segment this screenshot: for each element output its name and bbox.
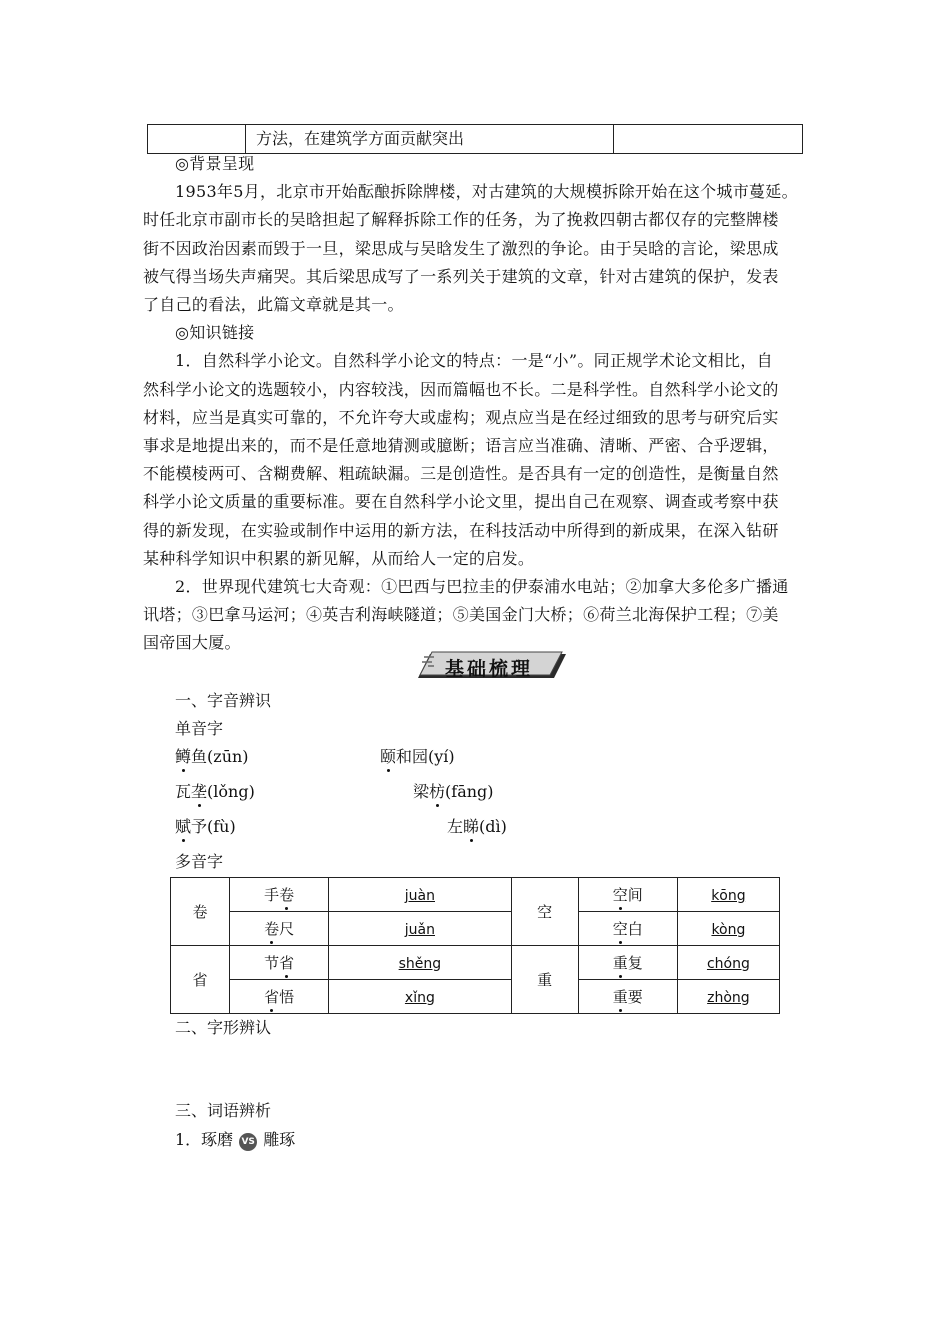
word-cell: 卷尺: [230, 912, 329, 946]
pinyin-answer: xǐng: [329, 980, 511, 1014]
polyphone-table: [170, 877, 780, 1014]
pinyin-answer: shěng: [329, 946, 511, 980]
knowledge-line: 得的新发现，在实验或制作中运用的新方法，在科技活动中所得到的新成果，在深入钻研: [143, 520, 779, 540]
pinyin-answer: zhòng: [677, 980, 779, 1014]
word-left: 1．琢磨: [175, 1130, 234, 1149]
multi-sound-label: 多音字: [175, 852, 224, 871]
knowledge-line: 然科学小论文的选题较小，内容较浅，因而篇幅也不长。二是科学性。自然科学小论文的: [143, 379, 779, 399]
pinyin-answer: chóng: [677, 946, 779, 980]
knowledge-heading: ◎知识链接: [175, 323, 255, 343]
single-sound-item: 梁枋(fāng): [413, 779, 494, 802]
background-section: [143, 150, 808, 658]
polyphone-char: 重: [511, 946, 578, 1014]
vs-icon: VS: [239, 1133, 257, 1151]
knowledge-line: 国帝国大厦。: [143, 633, 241, 653]
single-sound-item: 鳟鱼(zūn): [175, 744, 249, 767]
single-sound-item: 瓦垄(lǒng): [175, 779, 255, 802]
knowledge-line: 科学小论文质量的重要标准。要在自然科学小论文里，提出自己在观察、调查或考察中获: [143, 492, 779, 512]
table-row: [171, 878, 780, 912]
table-cell-text: 方法，在建筑学方面贡献突出: [256, 129, 465, 148]
knowledge-line: 事求是地提出来的，而不是任意地猜测或臆断；语言应当准确、清晰、严密、合乎逻辑，: [143, 436, 779, 456]
background-line: 1953年5月，北京市开始酝酿拆除牌楼，对古建筑的大规模拆除开始在这个城市蔓延。: [175, 182, 798, 202]
table-divider: [245, 125, 246, 153]
word-cell: 节省: [230, 946, 329, 980]
table-divider: [613, 125, 614, 153]
banner-title: 基础梳理: [445, 658, 534, 680]
word-cell: 重复: [578, 946, 677, 980]
background-line: 被气得当场失声痛哭。其后梁思成写了一系列关于建筑的文章，针对古建筑的保护，发表: [143, 266, 779, 286]
section1-title: 一、字音辨识: [175, 691, 272, 710]
word-pair: [175, 1127, 295, 1151]
word-cell: 空白: [578, 912, 677, 946]
pinyin-answer: kōng: [677, 878, 779, 912]
section2-title: 二、字形辨认: [175, 1018, 272, 1037]
word-cell: 重要: [578, 980, 677, 1014]
polyphone-char: 省: [171, 946, 230, 1014]
background-heading: ◎背景呈现: [175, 154, 255, 173]
table-row: [171, 912, 780, 946]
background-line: 街不因政治因素而毁于一旦，梁思成与吴晗发生了激烈的争论。由于吴晗的言论，梁思成: [143, 238, 779, 258]
table-row: [171, 946, 780, 980]
pinyin-answer: juǎn: [329, 912, 511, 946]
pinyin-answer: juàn: [329, 878, 511, 912]
polyphone-char: 卷: [171, 878, 230, 946]
table-row: [171, 980, 780, 1014]
knowledge-line: 讯塔；③巴拿马运河；④英吉利海峡隧道；⑤美国金门大桥；⑥荷兰北海保护工程；⑦美: [143, 605, 779, 625]
knowledge-line: 材料，应当是真实可靠的，不允许夸大或虚构；观点应当是在经过细致的思考与研究后实: [143, 407, 779, 427]
section3-title: 三、词语辨析: [175, 1101, 272, 1120]
single-sound-item: 左睇(dì): [447, 814, 507, 837]
knowledge-line: 某种科学知识中积累的新见解，从而给人一定的启发。: [143, 548, 535, 568]
pinyin-answer: kòng: [677, 912, 779, 946]
background-line: 了自己的看法，此篇文章就是其一。: [143, 295, 404, 315]
word-right: 雕琢: [263, 1130, 296, 1149]
single-sound-item: 赋予(fù): [175, 814, 236, 837]
knowledge-line: 1．自然科学小论文。自然科学小论文的特点：一是“小”。同正规学术论文相比，自: [175, 351, 773, 371]
single-sound-item: 颐和园(yí): [380, 744, 455, 767]
word-cell: 省悟: [230, 980, 329, 1014]
word-cell: 手卷: [230, 878, 329, 912]
background-line: 时任北京市副市长的吴晗担起了解释拆除工作的任务，为了挽救四朝古都仅存的完整牌楼: [143, 210, 779, 230]
single-sound-label: 单音字: [175, 719, 224, 738]
word-cell: 空间: [578, 878, 677, 912]
knowledge-line: 不能模棱两可、含糊费解、粗疏缺漏。三是创造性。是否具有一定的创造性，是衡量自然: [143, 464, 779, 484]
knowledge-line: 2．世界现代建筑七大奇观：①巴西与巴拉圭的伊泰浦水电站；②加拿大多伦多广播通: [175, 577, 789, 597]
polyphone-char: 空: [511, 878, 578, 946]
